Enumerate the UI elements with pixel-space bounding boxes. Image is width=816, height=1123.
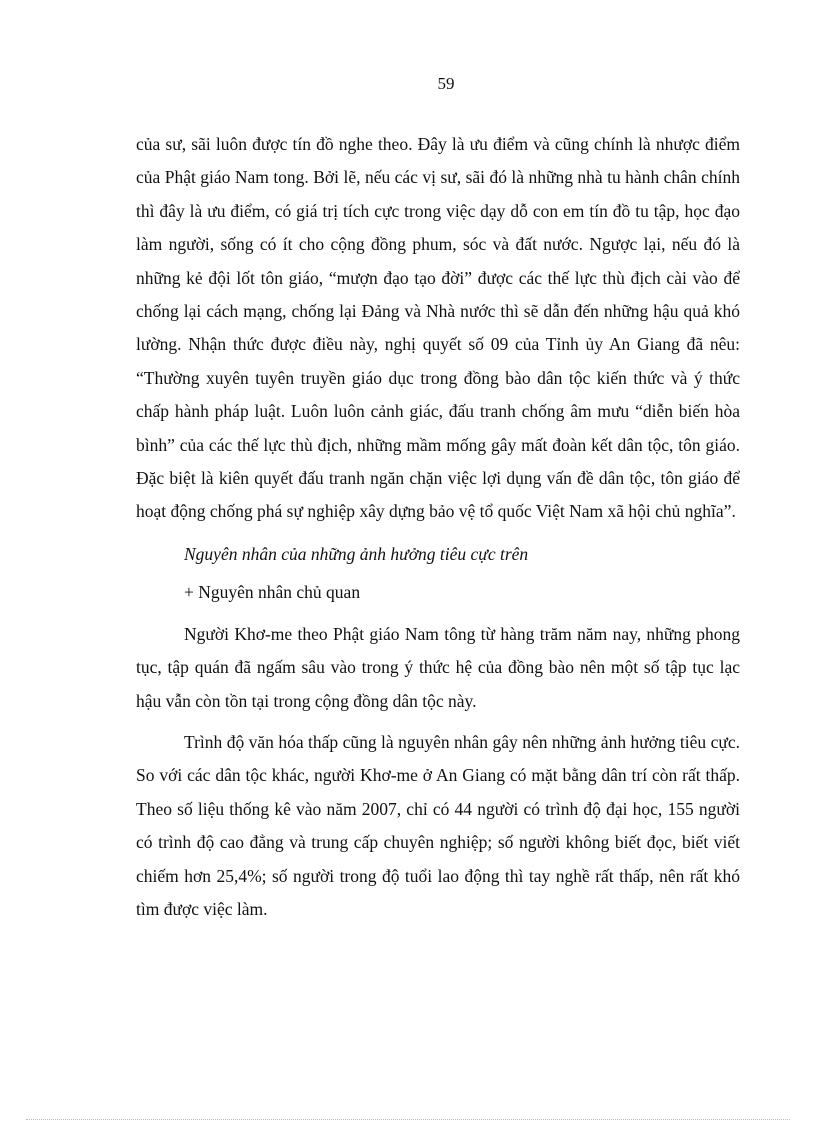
paragraph-continuation: của sư, sãi luôn được tín đồ nghe theo. Đây là ưu điểm và cũng chính là nhược điểm của Phật giáo Nam tong. Bởi lẽ, nếu các vị sư, sãi đó là những nhà tu hành chân chính thì đây là ưu điểm, có giá trị tích cực trong việc dạy dỗ con em tín đồ tu tập, học đạo làm người, sống có ít cho cộng đồng phum, sóc và đất nước. Ngược lại, nếu đó là những kẻ đội lốt tôn giáo, “mượn đạo tạo đời” được các thế lực thù địch cài vào để chống lại cách mạng, chống lại Đảng và Nhà nước thì sẽ dẫn đến những hậu quả khó lường. Nhận thức được điều này, nghị quyết số 09 của Tỉnh ủy An Giang đã nêu: “Thường xuyên tuyên truyền giáo dục trong đồng bào dân tộc kiến thức và ý thức chấp hành pháp luật. Luôn luôn cảnh giác, đấu tranh chống âm mưu “diễn biến hòa bình” của các thế lực thù địch, những mầm mống gây mất đoàn kết dân tộc, tôn giáo. Đặc biệt là kiên quyết đấu tranh ngăn chặn việc lợi dụng vấn đề dân tộc, tôn giáo để hoạt động chống phá sự nghiệp xây dựng bảo vệ tổ quốc Việt Nam xã hội chủ nghĩa”. bbox=[136, 134, 740, 522]
page-number: 59 bbox=[437, 74, 455, 93]
paragraph-customs: Người Khơ-me theo Phật giáo Nam tông từ hàng trăm năm nay, những phong tục, tập quán đã ngấm sâu vào trong ý thức hệ của đồng bào nên một số tập tục lạc hậu vẫn còn tồn tại trong cộng đồng dân tộc này. bbox=[136, 623, 740, 711]
paragraph-education: Trình độ văn hóa thấp cũng là nguyên nhân gây nên những ảnh hưởng tiêu cực. So với các dân tộc khác, người Khơ-me ở An Giang có mặt bằng dân trí còn rất thấp. Theo số liệu thống kê vào năm 2007, chỉ có 44 người có trình độ đại học, 155 người có trình độ cao đẳng và trung cấp chuyên nghiệp; số người không biết đọc, biết viết chiếm hơn 25,4%; số người trong độ tuổi lao động thì tay nghề rất thấp, nên rất khó tìm được việc làm. bbox=[136, 731, 740, 919]
subsection-heading: + Nguyên nhân chủ quan bbox=[184, 582, 361, 603]
document-body bbox=[136, 128, 740, 926]
section-heading-italic: Nguyên nhân của những ảnh hưởng tiêu cực trên bbox=[184, 543, 529, 564]
page-bottom-divider bbox=[26, 1119, 790, 1120]
